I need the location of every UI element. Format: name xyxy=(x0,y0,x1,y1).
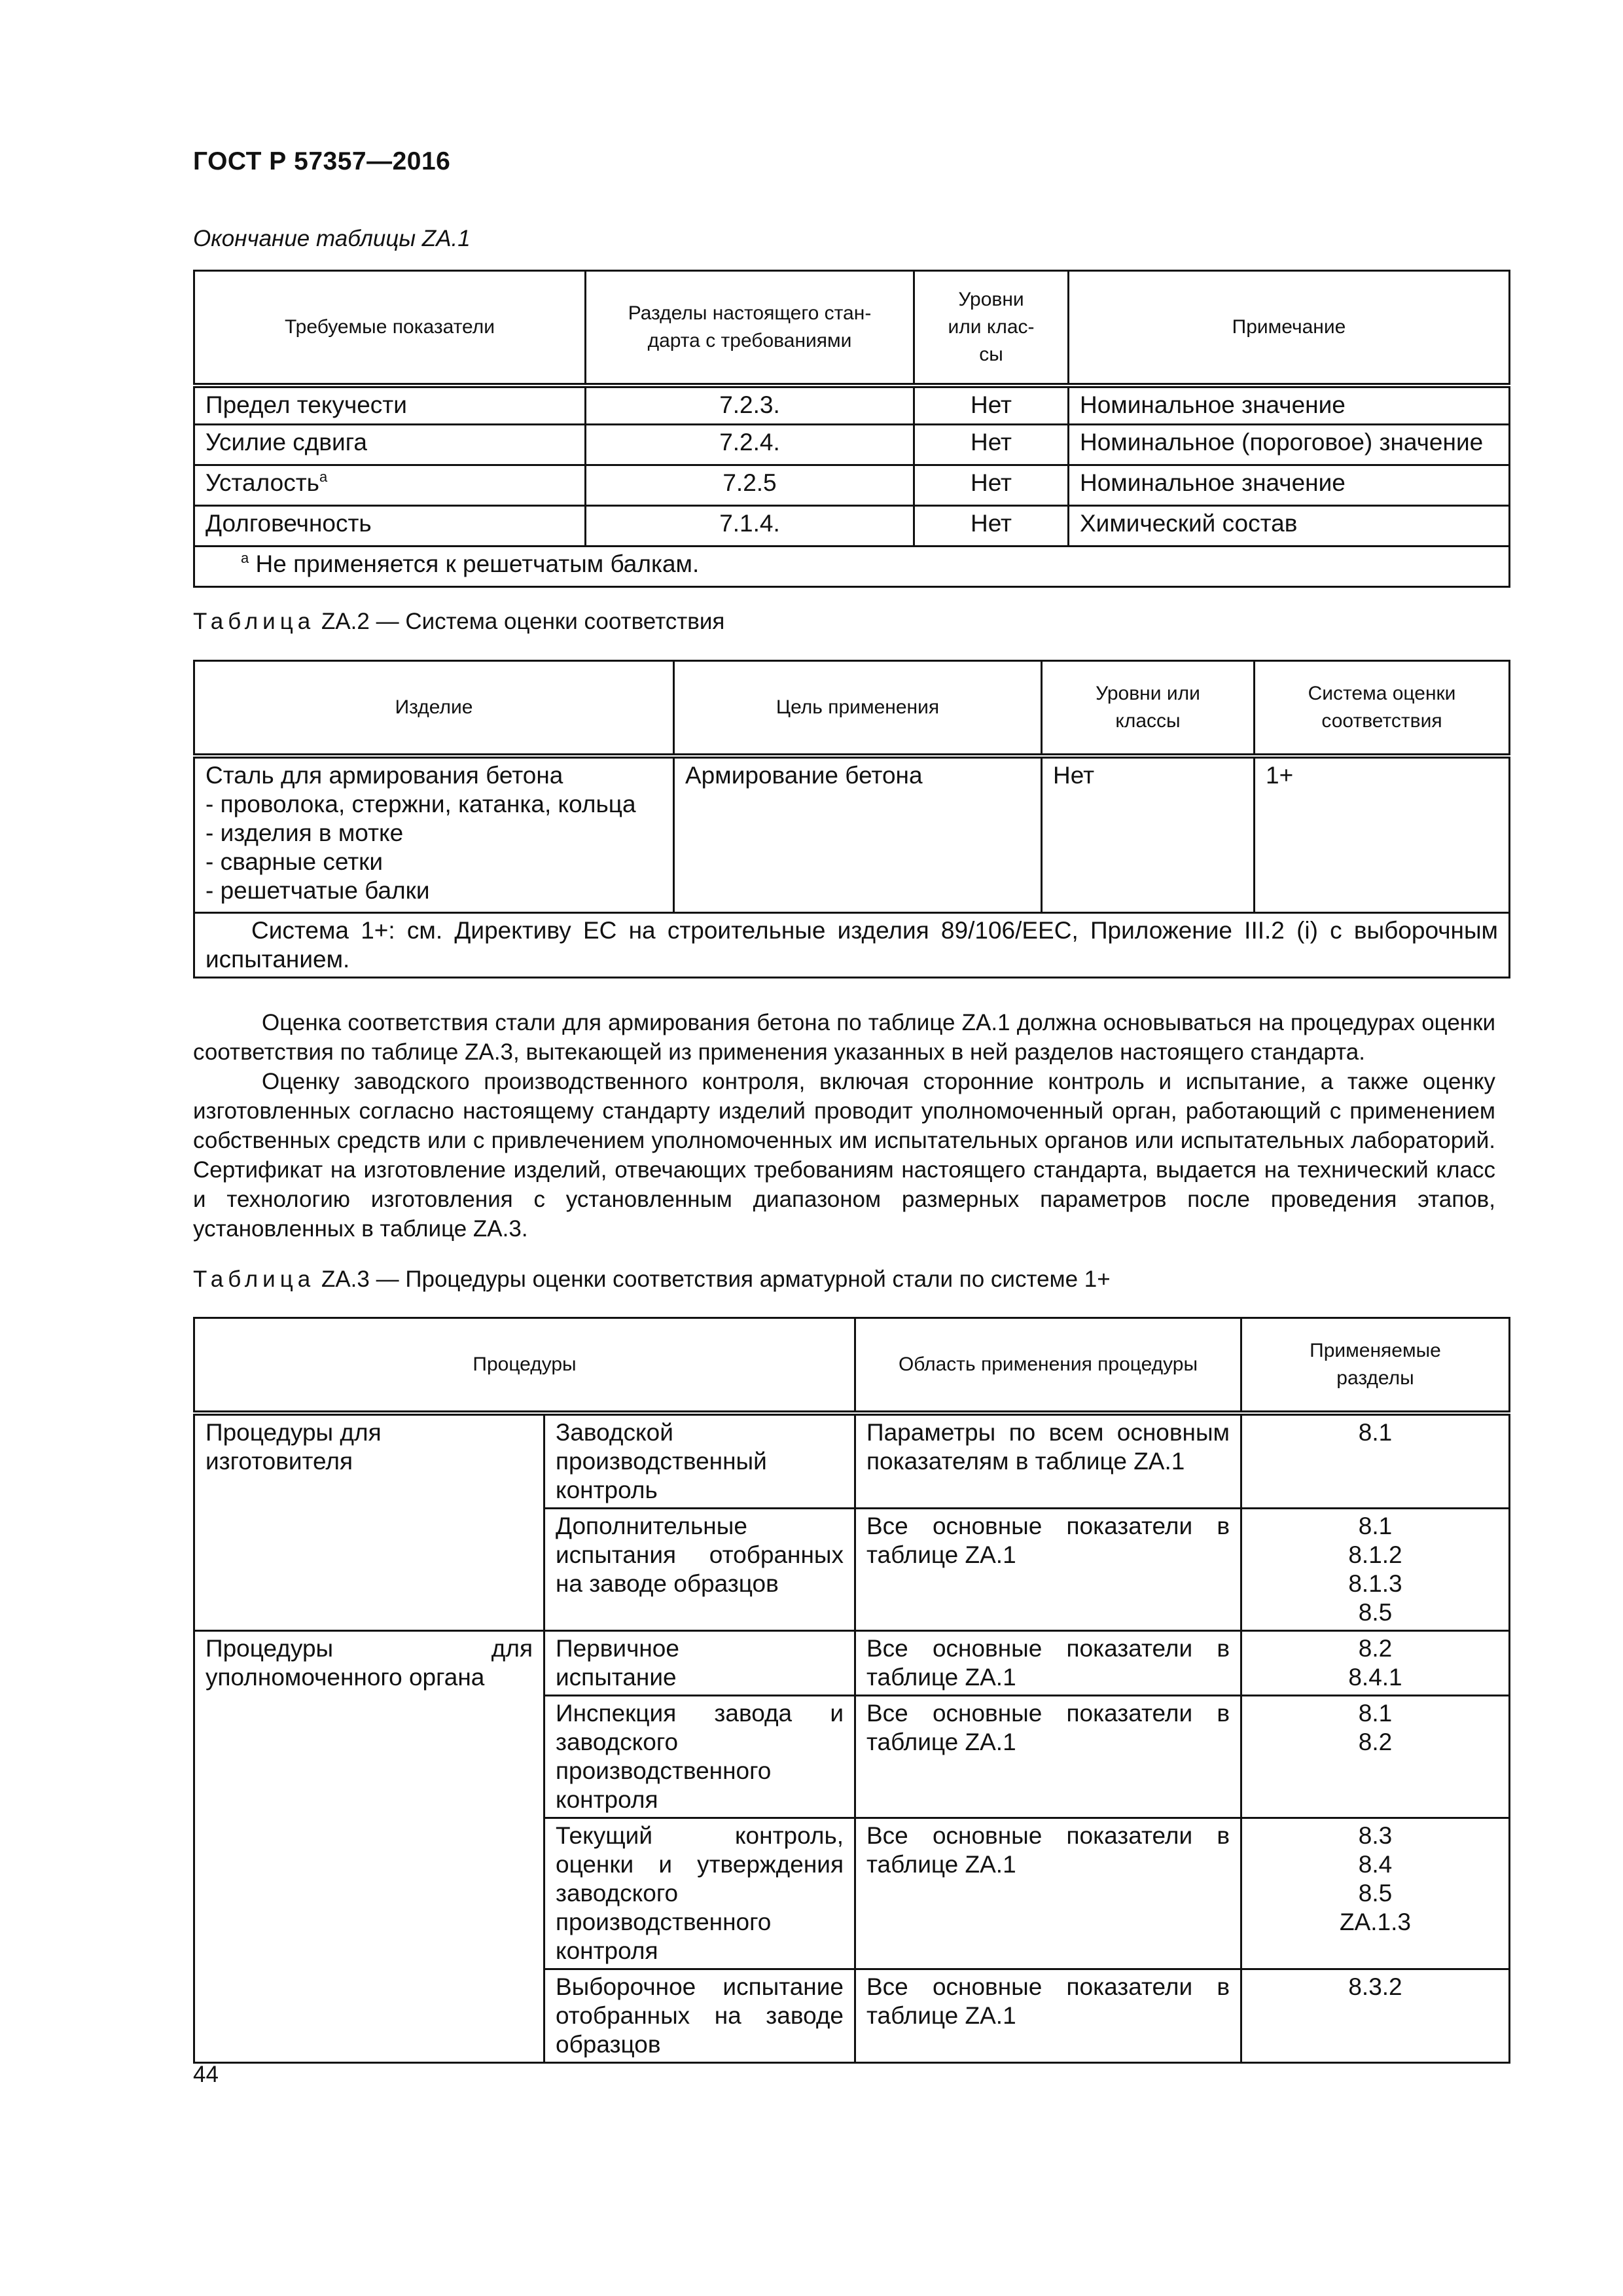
section-ref: 8.5 xyxy=(1358,1598,1393,1626)
table1-cell: Нет xyxy=(914,425,1069,465)
section-ref: 8.1 xyxy=(1358,1512,1393,1539)
sections-cell xyxy=(1241,1969,1510,2062)
table2-header-purpose: Цель применения xyxy=(674,661,1042,756)
table-row xyxy=(194,386,1510,425)
table1-cell: Усилие сдвига xyxy=(194,425,586,465)
section-ref: 8.1.3 xyxy=(1348,1570,1402,1597)
scope-cell: Параметры по всем основным показателям в таблице ZA.1 xyxy=(855,1413,1241,1509)
group-name-cell: Процедуры для уполномоченного органа xyxy=(194,1630,544,2062)
procedure-cell: Выборочное испытание отобранных на заводе образцов xyxy=(544,1969,855,2062)
table1-cell: Нет xyxy=(914,386,1069,425)
scope-cell: Все основные показатели в таблице ZA.1 xyxy=(855,1630,1241,1695)
table2-caption xyxy=(193,609,724,635)
table-row xyxy=(194,1413,1510,1509)
section-ref: 8.1.2 xyxy=(1348,1541,1402,1568)
paragraph: Оценку заводского производственного контроля, включая сторонние контроль и испытание, а также оценку изготовленных согласно настоящему стандарту изделий проводит уполномоченный орган, работающий с применением собственных средств или с привлечением уполномоченных им испытательных органов или испытательных лабораторий. Сертификат на изготовление изделий, отвечающих требованиям настоящего стандарта, выдается на технический класс и технологию изготовления с установленным диапазоном размерных параметров после проведения этапов, установленных в таблице ZA.3. xyxy=(193,1069,1495,1242)
table3-header-procedures: Процедуры xyxy=(194,1318,855,1413)
table1-cell: Нет xyxy=(914,465,1069,506)
table1-cell: 7.2.3. xyxy=(586,386,914,425)
table2-caption-text: ZA.2 — Система оценки соответствия xyxy=(315,609,725,634)
table-row xyxy=(194,1630,1510,1695)
table-za3 xyxy=(193,1317,1510,2064)
table3-caption-text: ZA.3 — Процедуры оценки соответствия арматурной стали по системе 1+ xyxy=(315,1266,1111,1292)
section-ref: 8.4.1 xyxy=(1348,1663,1402,1691)
group-name-cell: Процедуры для изготовителя xyxy=(194,1413,544,1631)
table-row xyxy=(194,425,1510,465)
table3-header-sections: Применяемые разделы xyxy=(1241,1318,1510,1413)
section-ref: 8.5 xyxy=(1358,1879,1393,1907)
section-ref: 8.2 xyxy=(1358,1728,1393,1755)
procedure-cell: Первичное испытание xyxy=(544,1630,855,1695)
table1-cell xyxy=(194,465,586,506)
table1-cell: 7.1.4. xyxy=(586,506,914,547)
table1-header-indicator: Требуемые показатели xyxy=(194,271,586,386)
table1-footnote xyxy=(194,547,1510,587)
section-ref: 8.4 xyxy=(1358,1850,1393,1878)
scope-cell: Все основные показатели в таблице ZA.1 xyxy=(855,1508,1241,1630)
table-row xyxy=(194,756,1510,913)
table1-header-note: Примечание xyxy=(1069,271,1510,386)
page-number: 44 xyxy=(193,2062,219,2087)
scope-cell: Все основные показатели в таблице ZA.1 xyxy=(855,1818,1241,1969)
table1-cell: Нет xyxy=(914,506,1069,547)
procedure-cell: Заводской производственный контроль xyxy=(544,1413,855,1509)
sections-cell xyxy=(1241,1630,1510,1695)
product-line: Сталь для армирования бетона xyxy=(205,761,563,789)
table1-cell-text: Усталость xyxy=(205,469,319,496)
section-ref: 8.3.2 xyxy=(1348,1973,1402,2000)
footnote-ref: a xyxy=(319,469,328,485)
table2-header-levels: Уровни или классы xyxy=(1042,661,1255,756)
procedure-cell: Текущий контроль, оценки и утверждения заводского производственного контроля xyxy=(544,1818,855,1969)
table-footnote-row xyxy=(194,547,1510,587)
table2-system-cell: 1+ xyxy=(1255,756,1510,913)
table1-cell: 7.2.4. xyxy=(586,425,914,465)
table3-caption-prefix: Таблица xyxy=(193,1266,315,1292)
table1-cell: Предел текучести xyxy=(194,386,586,425)
table-row xyxy=(194,465,1510,506)
footnote-text: Не применяется к решетчатым балкам. xyxy=(249,550,700,577)
table1-cell: Долговечность xyxy=(194,506,586,547)
table-row xyxy=(194,506,1510,547)
sections-cell xyxy=(1241,1508,1510,1630)
table3-caption xyxy=(193,1266,1111,1293)
footnote-mark: a xyxy=(241,550,249,566)
paragraph: Оценка соответствия стали для армирования бетона по таблице ZA.1 должна основываться на процедурах оценки соответствия по таблице ZA.3, вытекающей из применения указанных в ней разделов настоящего стандарта. xyxy=(193,1010,1495,1065)
table1-header-sections: Разделы настоящего стан- дарта с требованиями xyxy=(586,271,914,386)
document-id: ГОСТ Р 57357—2016 xyxy=(193,147,451,175)
table1-cell: Номинальное (пороговое) значение xyxy=(1069,425,1510,465)
product-line: - изделия в мотке xyxy=(205,819,404,846)
procedure-cell: Инспекция завода и заводского производственного контроля xyxy=(544,1695,855,1818)
table2-header-product: Изделие xyxy=(194,661,674,756)
table2-caption-prefix: Таблица xyxy=(193,609,315,634)
table3-header-scope: Область применения процедуры xyxy=(855,1318,1241,1413)
table-note-row xyxy=(194,913,1510,978)
table1-cell: Номинальное значение xyxy=(1069,386,1510,425)
section-ref: 8.1 xyxy=(1358,1699,1393,1727)
table1-header-levels: Уровни или клас- сы xyxy=(914,271,1069,386)
section-ref: 8.2 xyxy=(1358,1634,1393,1662)
procedure-cell: Дополнительные испытания отобранных на заводе образцов xyxy=(544,1508,855,1630)
table-za1 xyxy=(193,270,1510,588)
table2-product-cell xyxy=(194,756,674,913)
table2-header-system: Система оценки соответствия xyxy=(1255,661,1510,756)
sections-cell xyxy=(1241,1413,1510,1509)
table2-note: Система 1+: см. Директиву ЕС на строительные изделия 89/106/ЕЕС, Приложение III.2 (i) с выборочным испытанием. xyxy=(194,913,1510,978)
table1-caption: Окончание таблицы ZA.1 xyxy=(193,226,471,251)
table2-levels-cell: Нет xyxy=(1042,756,1255,913)
product-line: - проволока, стержни, катанка, кольца xyxy=(205,790,636,817)
sections-cell xyxy=(1241,1695,1510,1818)
section-ref: 8.3 xyxy=(1358,1821,1393,1849)
table1-cell: Химический состав xyxy=(1069,506,1510,547)
table1-cell: Номинальное значение xyxy=(1069,465,1510,506)
table1-cell: 7.2.5 xyxy=(586,465,914,506)
section-ref: ZA.1.3 xyxy=(1340,1908,1411,1935)
scope-cell: Все основные показатели в таблице ZA.1 xyxy=(855,1695,1241,1818)
scope-cell: Все основные показатели в таблице ZA.1 xyxy=(855,1969,1241,2062)
body-text xyxy=(193,1008,1495,1244)
table-za2 xyxy=(193,660,1510,978)
table2-purpose-cell: Армирование бетона xyxy=(674,756,1042,913)
product-line: - решетчатые балки xyxy=(205,876,430,904)
sections-cell xyxy=(1241,1818,1510,1969)
product-line: - сварные сетки xyxy=(205,848,383,875)
section-ref: 8.1 xyxy=(1358,1418,1393,1446)
